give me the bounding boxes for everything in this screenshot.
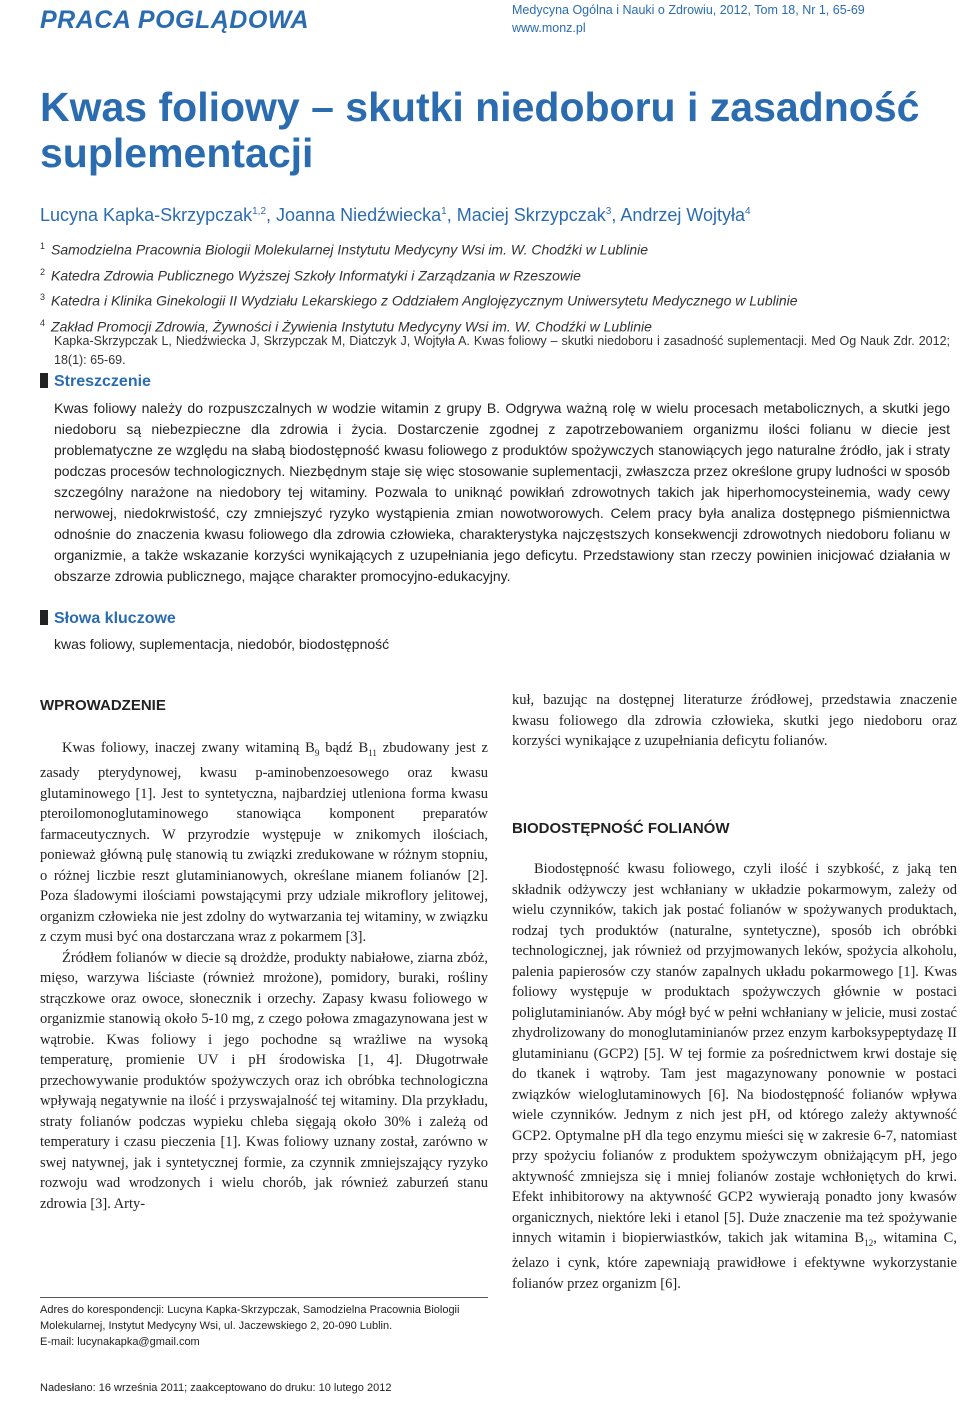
intro-text-c: zbudowany jest z zasady pterydynowej, kwasu p-aminobenzoesowego oraz kwasu glutaminowego [1]. Jest to syntetyczna, najbardziej utleniona forma kwasu pteroilomonoglutaminowego stanowiąca komponent preparatów farmaceutycznych. W przyrodzie występuje w znikomych ilościach, ponieważ główną pulę stanowią tu związki zredukowane w różnym stopniu, o różnej liczbie reszt glutaminianowych, określane mianem folianów [2]. Poza śladowymi ilościami powstającymi przy udziale mikroflory jelitowej, organizm człowieka nie jest zdolny do wytwarzania tej witaminy, w związku z czym musi być ona dostarczana wraz z pokarmem [3]. xyxy=(40,740,488,946)
affiliation-text: Samodzielna Pracownia Biologii Molekularnej Instytutu Medycyny Wsi im. W. Chodźki w Lublinie xyxy=(51,241,649,258)
bio-text-a: Biodostępność kwasu foliowego, czyli ilość i szybkość, z jaką ten składnik odżywczy jest wchłaniany w układzie pokarmowym, zależy od wielu czynników, takich jak postać folianów w spożywanych produktach, rodzaj tych produktów (naturalne, syntetyczne), sposób ich obróbki technologicznej, jak również od przyjmowanych leków, spożycia alkoholu, palenia papierosów czy stanów zapalnych układu pokarmowego [1]. Kwas foliowy występuje w produktach spożywczych głównie w postaci poliglutaminianów. Aby mógł być w pełni wchłaniany w jelicie, musi zostać zhydrolizowany do monoglutaminianów przez enzym karboksypeptydazę II glutaminianu (GCP2) [5]. W tej formie za pośrednictwem krwi dostaje się do tkanek i wątroby. Tam jest magazynowany ponownie w postaci związków wieloglutaminowych [6]. Na biodostępność folianów wpływa wiele czynników. Jednym z nich jest pH, od którego zależy aktywność GCP2. Optymalne pH dla tego enzymu mieści się w zakresie 6-7, natomiast przy spożyciu folianów z produktem spożywczym obniżającym pH, jego aktywność zmniejsza się i mniej folianów zostaje wchłoniętych do krwi. Efekt inhibitorowy na aktywność GCP2 wywierają ponadto jony kwasów organicznych, niektóre leki i etanol [5]. Duże znaczenie ma też spożywanie innych witamin i biopierwiastków, takich jak witamina B xyxy=(512,861,957,1246)
author-separator: , xyxy=(266,205,277,225)
bioavailability-heading: BIODOSTĘPNOŚĆ FOLIANÓW xyxy=(512,820,730,837)
author-name: Maciej Skrzypczak xyxy=(456,205,606,225)
right-column-top xyxy=(512,690,957,752)
vitamin-subscript: 11 xyxy=(368,747,377,758)
affiliation-text: Zakład Promocji Zdrowia, Żywności i Żywienia Instytutu Medycyny Wsi im. W. Chodźki w Lublinie xyxy=(51,318,652,335)
left-column xyxy=(40,738,488,1214)
author-name: Joanna Niedźwiecka xyxy=(276,205,442,225)
vitamin-subscript: 9 xyxy=(314,747,320,758)
intro-paragraph xyxy=(40,738,488,948)
keywords-heading-label: Słowa kluczowe xyxy=(54,610,176,627)
article-title: Kwas foliowy – skutki niedoboru i zasadność suplementacji xyxy=(40,84,920,176)
intro-heading: WPROWADZENIE xyxy=(40,697,166,714)
author-name: Lucyna Kapka-Skrzypczak xyxy=(40,205,253,225)
journal-citation: Medycyna Ogólna i Nauki o Zdrowiu, 2012, Tom 18, Nr 1, 65-69 xyxy=(512,3,865,17)
section-marker-icon xyxy=(40,373,48,388)
affiliation-text: Katedra i Klinika Ginekologii II Wydziału Lekarskiego z Oddziałem Anglojęzycznym Uniwersytetu Medycznego w Lublinie xyxy=(51,292,798,309)
author-affil-ref: 4 xyxy=(745,206,751,217)
affiliation-number: 1 xyxy=(40,241,46,251)
intro-continuation: kuł, bazując na dostępnej literaturze źródłowej, przedstawia znaczenie kwasu foliowego dla zdrowia człowieka, skutki jego niedoboru oraz korzyści wynikające z uzupełniania deficytu folianów. xyxy=(512,692,957,749)
journal-url[interactable]: www.monz.pl xyxy=(512,21,586,35)
article-type-label: PRACA POGLĄDOWA xyxy=(40,6,310,34)
author-separator: , xyxy=(611,205,621,225)
bio-text-b: , witamina C, żelazo i cynk, które zapewniają prawidłowe i efektywne wykorzystanie folianów przez organizm [6]. xyxy=(512,1230,957,1292)
correspondence-address: Adres do korespondencji: Lucyna Kapka-Skrzypczak, Samodzielna Pracownia Biologii Molekularnej, Instytut Medycyny Wsi, ul. Jaczewskiego 2, 20-090 Lublin. xyxy=(40,1304,460,1332)
affiliation-list xyxy=(40,235,940,338)
correspondence-email[interactable]: E-mail: lucynakapka@gmail.com xyxy=(40,1336,200,1348)
footnote-divider xyxy=(40,1297,488,1298)
vitamin-subscript: 12 xyxy=(864,1237,874,1248)
affiliation-number: 3 xyxy=(40,292,46,303)
keywords-text: kwas foliowy, suplementacja, niedobór, biodostępność xyxy=(54,636,390,652)
author-list xyxy=(40,205,751,226)
author-affil-ref: 1,2 xyxy=(252,206,267,217)
received-dates: Nadesłano: 16 września 2011; zaakceptowano do druku: 10 lutego 2012 xyxy=(40,1382,392,1394)
affiliation xyxy=(40,286,940,312)
correspondence-footnote xyxy=(40,1302,492,1350)
journal-info xyxy=(512,1,865,37)
citation-line: Kapka-Skrzypczak L, Niedźwiecka J, Skrzypczak M, Diatczyk J, Wojtyła A. Kwas foliowy – skutki niedoboru i zasadność suplementacji. Med Og Nauk Zdr. 2012; 18(1): 65-69. xyxy=(54,334,950,367)
author-name: Andrzej Wojtyła xyxy=(620,205,746,225)
intro-text-a: Kwas foliowy, inaczej zwany witaminą B xyxy=(62,740,315,756)
affiliation-number: 4 xyxy=(40,317,46,328)
abstract-heading xyxy=(40,373,151,391)
abstract-heading-label: Streszczenie xyxy=(54,373,151,390)
affiliation xyxy=(40,235,940,261)
intro-paragraph: Źródłem folianów w diecie są drożdże, produkty nabiałowe, ziarna zbóż, mięso, warzywa liściaste (również mrożone), pomidory, buraki, rośliny strączkowe oraz owoce, słonecznik i orzechy. Zapasy kwasu foliowego w organizmie stanowią około 5-10 mg, z czego połowa zmagazynowana jest w wątrobie. Kwas foliowy i jego pochodne są wrażliwe na wysoką temperaturę, promienie UV i pH środowiska [1, 4]. Długotrwałe przechowywanie produktów spożywczych oraz ich obróbka technologiczna wpływają negatywnie na ilość i przyswajalność tej witaminy. Dla przykładu, straty folianów podczas wypieku chleba sięgają około 30% i zależą od temperatury i czasu pieczenia [1]. Kwas foliowy uznany został, zarówno w swej natywnej, jak i syntetycznej formie, za czynnik zmniejszający ryzyko rozwoju wad wrodzonych i wielu chorób, jak również zaburzeń stanu zdrowia [3]. Arty- xyxy=(40,949,488,1212)
author-affil-ref: 3 xyxy=(605,206,612,217)
abstract-text: Kwas foliowy należy do rozpuszczalnych w wodzie witamin z grupy B. Odgrywa ważną rolę w wielu procesach metabolicznych, a skutki jego niedoboru są niebezpieczne dla zdrowia i życia. Dostarczenie zgodnej z zapotrzebowaniem organizmu ilości folianu w diecie jest problematyczne ze względu na słabą biodostępność kwasu foliowego z produktów spożywczych stanowiących jego naturalne źródło, jak i straty podczas procesów technologicznych. Niezbędnym staje się więc stosowanie suplementacji, zwłaszcza przez określone grupy ludności w sposób szczególny narażone na niedobory tej witaminy. Pozwala to uniknąć powikłań zdrowotnych takich jak hiperhomocysteinemia, wady cewy nerwowej, niedokrwistość, czy zmniejszyć ryzyko wystąpienia zmian nowotworowych. Celem pracy była analiza dostępnego piśmiennictwa odnośnie do znaczenia kwasu foliowego dla zdrowia człowieka, charakterystyka najczęstszych konsekwencji zdrowotnych niedoboru folianu w organizmie, a także wskazanie korzyści wynikających z uzupełniania jego deficytu. Przedstawiony stan rzeczy powinien inicjować działania w obszarze zdrowia publicznego, mające charakter promocyjno-edukacyjny. xyxy=(54,400,950,584)
affiliation-text: Katedra Zdrowia Publicznego Wyższej Szkoły Informatyki i Zarządzania w Rzeszowie xyxy=(51,267,581,284)
intro-text-b: bądź B xyxy=(319,740,369,756)
author-affil-ref: 1 xyxy=(441,206,447,217)
section-marker-icon xyxy=(40,610,48,625)
affiliation xyxy=(40,261,940,287)
keywords-heading xyxy=(40,610,176,628)
right-column-bottom xyxy=(512,859,957,1294)
bioavailability-paragraph xyxy=(512,859,957,1294)
author-separator: , xyxy=(446,205,457,225)
affiliation-number: 2 xyxy=(40,266,46,277)
